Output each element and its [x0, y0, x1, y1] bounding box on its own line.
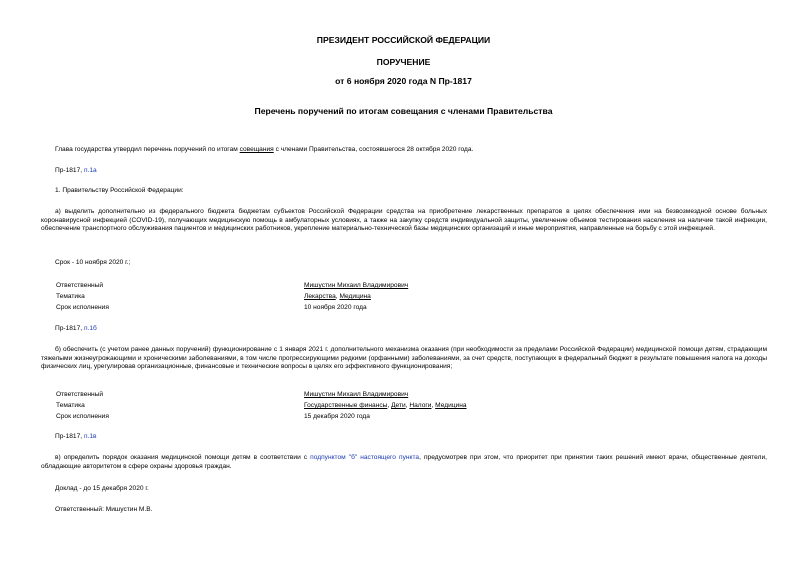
item-b-details-table: [56, 391, 756, 424]
deadline-value: 10 ноября 2020 года: [304, 304, 367, 311]
topic-separator: ,: [387, 402, 392, 409]
deadline-value: 15 декабря 2020 года: [304, 413, 370, 420]
item-b-paragraph: б) обеспечить (с учетом ранее данных поручений) функционирование с 1 января 2021 г. дополнительного механизма оказания (при необходимости за пределами Российской Федерации) медицинской помощи детям, страдающим тяжелыми жизнеугрожающими и хроническими заболеваниями, в том числе прогрессирующими редкими (орфанными) заболеваниями, за счет средств, поступающих в федеральный бюджет в результате повышения налога на доходы физических лиц, урегулировав организационные, финансовые и технические вопросы в целях его эффективного функционирования;: [41, 346, 767, 371]
topic-label: Тематика: [56, 293, 85, 300]
topic-link-taxes[interactable]: Налоги: [409, 402, 432, 409]
reference-1v: [41, 433, 767, 442]
responsible-link[interactable]: Мишустин Михаил Владимирович: [304, 391, 409, 398]
reference-code: Пр-1817,: [55, 167, 84, 174]
document-type-heading: ПОРУЧЕНИЕ: [376, 57, 431, 67]
responsible-label: Ответственный: [56, 391, 104, 398]
topic-separator: ,: [335, 293, 340, 300]
reference-link-1v[interactable]: п.1в: [83, 433, 97, 440]
meeting-link[interactable]: совещания: [239, 146, 274, 153]
intro-text-after: с членами Правительства, состоявшегося 28 октября 2020 года.: [273, 146, 474, 153]
topic-label: Тематика: [56, 402, 85, 409]
subparagraph-b-link[interactable]: подпунктом "б" настоящего пункта: [310, 454, 420, 461]
intro-paragraph: [41, 146, 767, 155]
reference-code: Пр-1817,: [55, 433, 84, 440]
topic-link-public-finance[interactable]: Государственные финансы: [304, 402, 388, 409]
topic-link-medicine[interactable]: Медицина: [435, 402, 467, 409]
item-c-paragraph: [41, 454, 767, 471]
item-a-deadline: Срок - 10 ноября 2020 г.;: [55, 259, 131, 266]
item-a-paragraph: а) выделить дополнительно из федерального бюджета бюджетам субъектов Российской Федерации средства на приобретение лекарственных препаратов в целях обеспечения ими на безвозмездной основе больных коронавирусной инфекцией (COVID-19), получающих медицинскую помощь в амбулаторных условиях, а также на закупку средств индивидуальной защиты, увеличение объемов тестирования населения на наличие такой инфекции, обеспечение транспортного обслуживания пациентов и медицинских работников, укрепление материально-технической базы медицинских организаций и иные мероприятия, направленные на борьбу с этой инфекцией.: [41, 208, 767, 233]
deadline-label: Срок исполнения: [56, 304, 109, 311]
item-c-text-after: , предусмотрев при этом, что приоритет при принятии таких решений имеют врачи, общественные деятели, обладающие авторитетом в сфере охраны здоровья граждан.: [41, 454, 767, 470]
document-date-number: от 6 ноября 2020 года N Пр-1817: [335, 76, 472, 86]
topic-separator: ,: [405, 402, 410, 409]
final-responsible: Ответственный: Мишустин М.В.: [55, 506, 153, 513]
document-title: Перечень поручений по итогам совещания с членами Правительства: [254, 106, 553, 116]
reference-1b: [41, 325, 767, 334]
reference-link-1a[interactable]: п.1а: [83, 167, 97, 174]
responsible-link[interactable]: Мишустин Михаил Владимирович: [304, 282, 409, 289]
table-row: [56, 304, 756, 315]
table-row: [56, 391, 756, 402]
table-row: [56, 282, 756, 293]
table-row: [56, 293, 756, 304]
table-row: [56, 413, 756, 424]
reference-link-1b[interactable]: п.1б: [83, 325, 97, 332]
topic-separator: ,: [431, 402, 436, 409]
topic-link-children[interactable]: Дети: [391, 402, 406, 409]
table-row: [56, 402, 756, 413]
section-heading-1: 1. Правительству Российской Федерации:: [55, 187, 184, 194]
topic-link-drugs[interactable]: Лекарства: [304, 293, 336, 300]
reference-code: Пр-1817,: [55, 325, 84, 332]
responsible-label: Ответственный: [56, 282, 104, 289]
deadline-label: Срок исполнения: [56, 413, 109, 420]
intro-text-before: Глава государства утвердил перечень поручений по итогам: [55, 146, 240, 153]
report-deadline: Доклад - до 15 декабря 2020 г.: [55, 485, 149, 492]
item-c-text-before: в) определить порядок оказания медицинской помощи детям в соответствии с: [55, 454, 311, 461]
issuer-heading: ПРЕЗИДЕНТ РОССИЙСКОЙ ФЕДЕРАЦИИ: [316, 35, 491, 45]
reference-1a: [41, 167, 767, 176]
topic-link-medicine[interactable]: Медицина: [339, 293, 371, 300]
item-a-details-table: [56, 282, 756, 315]
